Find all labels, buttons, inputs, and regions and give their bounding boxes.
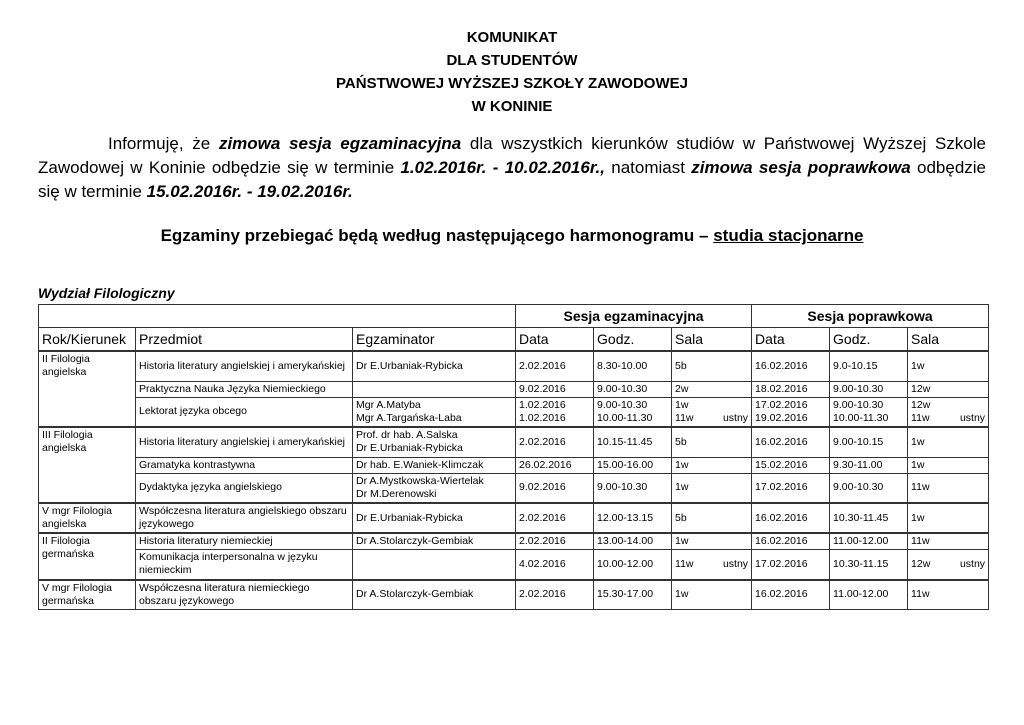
cell-retake-time: 9.0-10.15 [830, 351, 908, 381]
room-note: ustny [722, 411, 749, 424]
table-row [39, 533, 989, 550]
announcement-text-1: Informuję, że [108, 134, 219, 153]
cell-retake-time: 11.00-12.00 [830, 580, 908, 610]
room-line: 11w [911, 411, 930, 424]
cell-retake-date: 16.02.2016 [752, 351, 830, 381]
cell-subject: Komunikacja interpersonalna w języku niemieckim [136, 550, 353, 580]
subheading-text: Egzaminy przebiegać będą według następującego harmonogramu – [160, 226, 714, 245]
cell-examiner [353, 381, 516, 397]
time-line: 10.00-11.30 [597, 411, 653, 424]
column-header: Data [516, 328, 594, 352]
cell-time: 9.00-10.30 [594, 381, 672, 397]
announcement-text-2: dla wszystkich kierunków studiów w Państwowej Wyższej Szkole Zawodowej w Koninie odbędzie się w terminie [38, 134, 986, 177]
cell-retake-room: 1w [908, 503, 989, 533]
exam-schedule-table [38, 304, 989, 610]
table-column-header-row [39, 328, 989, 352]
cell-examiner: Dr E.Urbaniak-Rybicka [353, 351, 516, 381]
cell-time: 8.30-10.00 [594, 351, 672, 381]
cell-date: 26.02.2016 [516, 457, 594, 473]
cell-retake-time: 9.00-10.15 [830, 427, 908, 457]
cell-examiner [353, 550, 516, 580]
announcement-paragraph [38, 132, 986, 204]
room-value: 11w [675, 557, 694, 570]
cell-year: III Filologia angielska [39, 427, 136, 503]
cell-room: 1w [672, 457, 752, 473]
header-line-3: PAŃSTWOWEJ WYŻSZEJ SZKOŁY ZAWODOWEJ [336, 75, 688, 92]
examiner-line: Dr A.Mystkowska-Wiertelak [356, 474, 484, 487]
header-line-2: DLA STUDENTÓW [446, 52, 578, 69]
cell-date: 2.02.2016 [516, 503, 594, 533]
cell-retake-room: 11w [908, 580, 989, 610]
header-line-4: W KONINIE [471, 98, 553, 115]
cell-subject: Dydaktyka języka angielskiego [136, 473, 353, 503]
group-header-exam-session: Sesja egzaminacyjna [516, 305, 752, 328]
cell-retake-date: 18.02.2016 [752, 381, 830, 397]
cell-retake-date: 16.02.2016 [752, 503, 830, 533]
column-header: Godz. [594, 328, 672, 352]
examiner-line: Mgr A.Targańska-Laba [356, 411, 462, 424]
cell-examiner [353, 397, 516, 427]
exam-session-dates: 1.02.2016r. - 10.02.2016r., [400, 158, 605, 177]
room-line: 1w [675, 398, 689, 411]
announcement-emphasis-1: zimowa sesja egzaminacyjna [218, 134, 462, 153]
cell-year: V mgr Filologia angielska [39, 503, 136, 533]
table-row [39, 427, 989, 457]
table-group-header-row [39, 305, 989, 328]
subheading-underlined: studia stacjonarne [713, 226, 864, 245]
cell-retake-date: 16.02.2016 [752, 427, 830, 457]
column-header: Przedmiot [136, 328, 353, 352]
cell-retake-date: 15.02.2016 [752, 457, 830, 473]
cell-retake-room: 12w [908, 381, 989, 397]
document-header [0, 26, 1024, 118]
cell-retake-room: 11w [908, 473, 989, 503]
date-line: 1.02.2016 [519, 398, 566, 411]
faculty-title: Wydział Filologiczny [38, 285, 175, 301]
cell-date: 2.02.2016 [516, 533, 594, 550]
cell-time: 9.00-10.30 [594, 473, 672, 503]
cell-room [672, 397, 752, 427]
cell-subject: Lektorat języka obcego [136, 397, 353, 427]
table-row [39, 457, 989, 473]
room-line: 12w [911, 398, 931, 411]
cell-room [672, 550, 752, 580]
cell-subject: Historia literatury angielskiej i amerykańskiej [136, 351, 353, 381]
cell-room: 1w [672, 473, 752, 503]
examiner-line: Dr M.Derenowski [356, 487, 437, 500]
examiner-line: Dr E.Urbaniak-Rybicka [356, 442, 463, 455]
cell-retake-time: 9.00-10.30 [830, 381, 908, 397]
announcement-emphasis-3: zimowa sesja poprawkowa [691, 158, 911, 177]
cell-time: 15.00-16.00 [594, 457, 672, 473]
table-row [39, 381, 989, 397]
time-line: 10.00-11.30 [833, 411, 889, 424]
cell-room: 5b [672, 351, 752, 381]
cell-subject: Współczesna literatura angielskiego obszaru językowego [136, 503, 353, 533]
column-header: Godz. [830, 328, 908, 352]
cell-subject: Historia literatury niemieckiej [136, 533, 353, 550]
cell-time: 10.15-11.45 [594, 427, 672, 457]
examiner-line: Mgr A.Matyba [356, 398, 421, 411]
cell-examiner [353, 473, 516, 503]
group-header-retake-session: Sesja poprawkowa [752, 305, 989, 328]
date-line: 17.02.2016 [755, 398, 808, 411]
cell-subject: Współczesna literatura niemieckiego obszaru językowego [136, 580, 353, 610]
room-note: ustny [959, 411, 986, 424]
cell-time: 15.30-17.00 [594, 580, 672, 610]
room-note: ustny [722, 557, 749, 570]
cell-date [516, 397, 594, 427]
cell-retake-time [830, 397, 908, 427]
cell-year: II Filologia germańska [39, 533, 136, 580]
cell-examiner: Dr A.Stolarczyk-Gembiak [353, 533, 516, 550]
column-header: Egzaminator [353, 328, 516, 352]
cell-retake-room: 1w [908, 457, 989, 473]
column-header: Data [752, 328, 830, 352]
cell-examiner: Dr E.Urbaniak-Rybicka [353, 503, 516, 533]
cell-retake-room: 1w [908, 351, 989, 381]
cell-retake-time: 11.00-12.00 [830, 533, 908, 550]
table-row [39, 503, 989, 533]
table-row [39, 397, 989, 427]
cell-room: 5b [672, 427, 752, 457]
room-value: 12w [911, 557, 931, 570]
time-line: 9.00-10.30 [597, 398, 648, 411]
cell-time: 13.00-14.00 [594, 533, 672, 550]
cell-retake-time: 10.30-11.45 [830, 503, 908, 533]
group-header-blank [39, 305, 516, 328]
room-note: ustny [959, 557, 986, 570]
cell-retake-room [908, 397, 989, 427]
cell-retake-date: 16.02.2016 [752, 580, 830, 610]
room-line: 11w [675, 411, 694, 424]
cell-date: 2.02.2016 [516, 351, 594, 381]
cell-date: 2.02.2016 [516, 580, 594, 610]
cell-retake-date: 17.02.2016 [752, 550, 830, 580]
retake-session-dates: 15.02.2016r. - 19.02.2016r. [146, 182, 353, 201]
column-header: Sala [672, 328, 752, 352]
header-line-1: KOMUNIKAT [466, 29, 558, 46]
cell-room: 1w [672, 580, 752, 610]
column-header: Rok/Kierunek [39, 328, 136, 352]
cell-time [594, 397, 672, 427]
time-line: 9.00-10.30 [833, 398, 884, 411]
cell-retake-date: 16.02.2016 [752, 533, 830, 550]
cell-examiner: Dr hab. E.Waniek-Klimczak [353, 457, 516, 473]
announcement-text-4: odbędzie się w terminie [38, 158, 987, 201]
cell-year: II Filologia angielska [39, 351, 136, 427]
cell-retake-room: 1w [908, 427, 989, 457]
table-row [39, 351, 989, 381]
cell-retake-room [908, 550, 989, 580]
cell-retake-room: 11w [908, 533, 989, 550]
announcement-text-3: natomiast [604, 158, 692, 177]
cell-retake-time: 10.30-11.15 [830, 550, 908, 580]
table-row [39, 550, 989, 580]
cell-date: 2.02.2016 [516, 427, 594, 457]
table-row [39, 473, 989, 503]
schedule-subheading [0, 224, 1024, 248]
cell-subject: Gramatyka kontrastywna [136, 457, 353, 473]
cell-retake-time: 9.30-11.00 [830, 457, 908, 473]
cell-date: 9.02.2016 [516, 381, 594, 397]
date-line: 1.02.2016 [519, 411, 566, 424]
examiner-line: Prof. dr hab. A.Salska [356, 429, 458, 442]
cell-examiner: Dr A.Stolarczyk-Gembiak [353, 580, 516, 610]
cell-date: 9.02.2016 [516, 473, 594, 503]
cell-time: 12.00-13.15 [594, 503, 672, 533]
cell-retake-date [752, 397, 830, 427]
cell-retake-time: 9.00-10.30 [830, 473, 908, 503]
cell-subject: Praktyczna Nauka Języka Niemieckiego [136, 381, 353, 397]
cell-examiner [353, 427, 516, 457]
table-row [39, 580, 989, 610]
column-header: Sala [908, 328, 989, 352]
cell-room: 2w [672, 381, 752, 397]
date-line: 19.02.2016 [755, 411, 808, 424]
cell-date: 4.02.2016 [516, 550, 594, 580]
cell-time: 10.00-12.00 [594, 550, 672, 580]
cell-room: 1w [672, 533, 752, 550]
cell-subject: Historia literatury angielskiej i amerykańskiej [136, 427, 353, 457]
cell-room: 5b [672, 503, 752, 533]
cell-retake-date: 17.02.2016 [752, 473, 830, 503]
cell-year: V mgr Filologia germańska [39, 580, 136, 610]
